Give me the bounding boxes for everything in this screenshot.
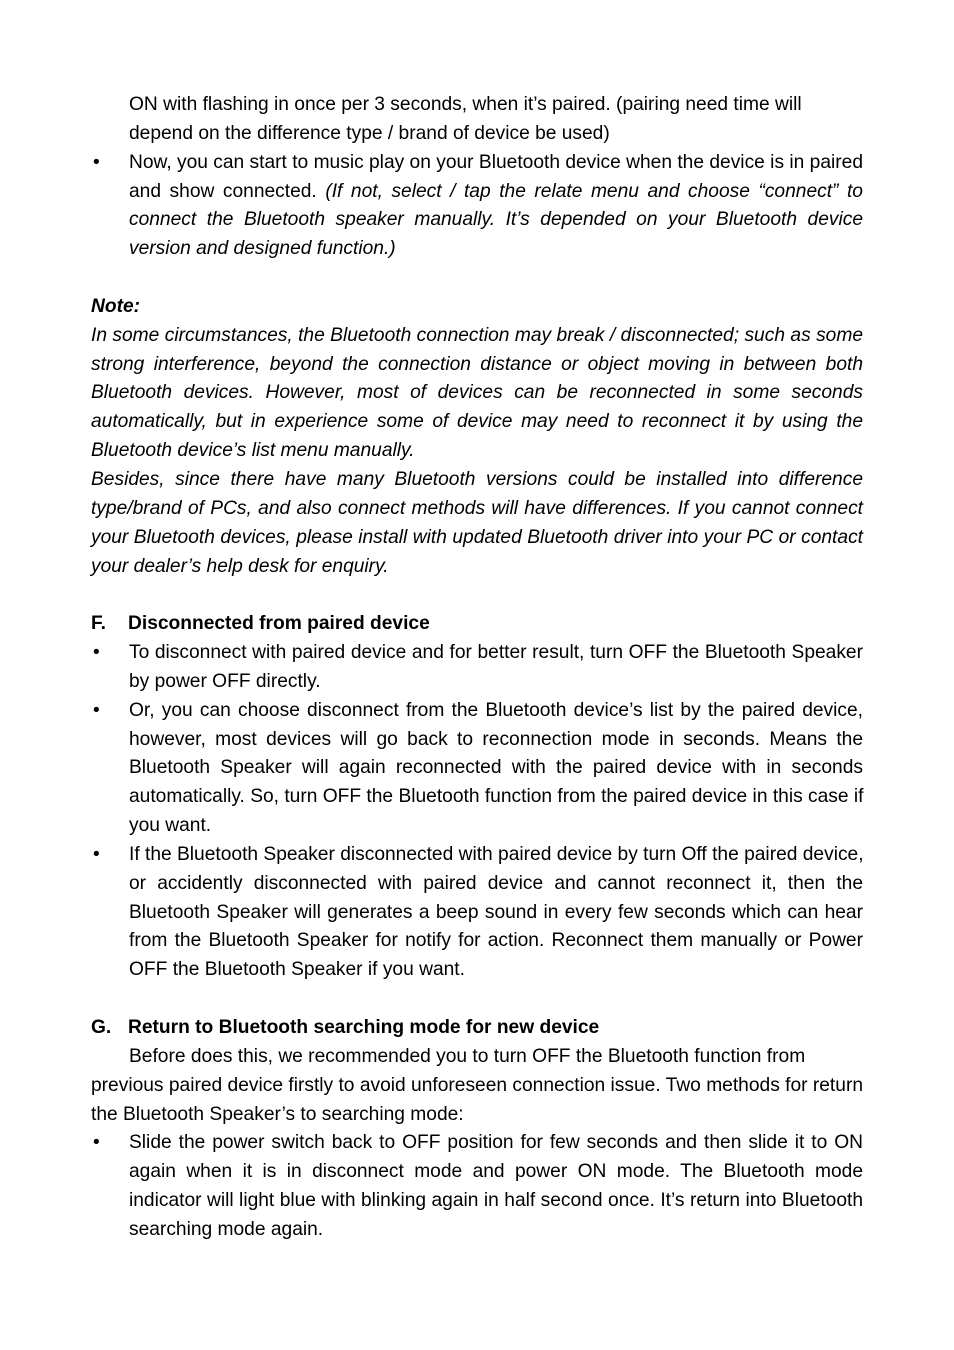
text-line: searching mode again. xyxy=(129,1218,324,1240)
text-line: or accidently disconnected with paired device and cannot reconnect it, then the xyxy=(129,872,863,894)
text-segment: and show connected. xyxy=(129,180,317,202)
text-line: Now, you can start to music play on your Bluetooth device when the device is in paired xyxy=(129,151,863,173)
note-heading: Note: xyxy=(91,295,141,317)
text-line: depend on the difference type / brand of device be used) xyxy=(129,122,610,144)
document-body xyxy=(91,91,863,1245)
text-line: Slide the power switch back to OFF position for few seconds and then slide it to ON xyxy=(129,1132,863,1154)
text-line: automatically. So, turn OFF the Bluetooth function from the paired device in this case if xyxy=(129,786,864,808)
text-line: by power OFF directly. xyxy=(129,670,321,692)
text-line: again when it is in disconnect mode and power ON mode. The Bluetooth mode xyxy=(129,1161,863,1183)
section-heading xyxy=(91,1014,863,1043)
section-heading xyxy=(91,610,863,639)
text-line: ON with flashing in once per 3 seconds, when it’s paired. (pairing need time will xyxy=(129,94,802,115)
text-line: Before does this, we recommended you to turn OFF the Bluetooth function from xyxy=(129,1045,806,1067)
text-line: strong interference, beyond the connection distance or object moving in between both xyxy=(91,353,863,375)
bullet-item xyxy=(91,841,863,985)
text-line: OFF the Bluetooth Speaker if you want. xyxy=(129,959,465,981)
text-line: Bluetooth Speaker will generates a beep sound in every few seconds which can hear xyxy=(129,901,863,923)
text-line: In some circumstances, the Bluetooth connection may break / disconnected; such as some xyxy=(91,324,863,346)
text-line: type/brand of PCs, and also connect methods will have differences. If you cannot connect xyxy=(91,497,863,519)
text-line: your Bluetooth devices, please install with updated Bluetooth driver into your PC or contact xyxy=(91,526,863,548)
text-line: If the Bluetooth Speaker disconnected with paired device by turn Off the paired device, xyxy=(129,843,864,865)
bullet-icon: • xyxy=(93,843,100,865)
section-intro xyxy=(91,1043,863,1130)
text-line: you want. xyxy=(129,815,212,837)
note-paragraph xyxy=(91,322,863,466)
section-label: G. xyxy=(91,1017,112,1038)
continuation-text xyxy=(91,91,863,149)
text-line: previous paired device firstly to avoid unforeseen connection issue. Two methods for return xyxy=(91,1074,863,1096)
section-title: Return to Bluetooth searching mode for new device xyxy=(128,1017,600,1038)
text-line: version and designed function.) xyxy=(129,238,396,260)
section-g xyxy=(91,1014,863,1245)
text-line: automatically, but in experience some of device may need to reconnect it by using the xyxy=(91,411,863,433)
section-f xyxy=(91,610,863,985)
bullet-icon: • xyxy=(93,699,100,721)
bullet-item xyxy=(91,1129,863,1244)
text-line: Besides, since there have many Bluetooth versions could be installed into difference xyxy=(91,468,863,490)
bullet-icon: • xyxy=(93,642,100,664)
text-line: Bluetooth devices. However, most of devices can be reconnected in some seconds xyxy=(91,382,863,404)
italic-text-segment: (If not, select / tap the relate menu and choose “connect” to xyxy=(325,180,863,202)
text-line: Or, you can choose disconnect from the Bluetooth device’s list by the paired device, xyxy=(129,699,863,721)
text-line: the Bluetooth Speaker’s to searching mode: xyxy=(91,1103,464,1125)
text-line: To disconnect with paired device and for better result, turn OFF the Bluetooth Speaker xyxy=(129,642,863,664)
bullet-item-music-play xyxy=(91,149,863,264)
section-title: Disconnected from paired device xyxy=(128,613,430,635)
note-paragraph xyxy=(91,466,863,581)
text-line: indicator will light blue with blinking again in half second once. It’s return into Bluetooth xyxy=(129,1190,863,1212)
note-section xyxy=(91,293,863,581)
text-line: your dealer’s help desk for enquiry. xyxy=(91,555,389,577)
text-line: from the Bluetooth Speaker for notify for action. Reconnect them manually or Power xyxy=(129,930,863,952)
bullet-icon: • xyxy=(93,1132,100,1154)
section-label: F. xyxy=(91,613,106,635)
text-line: Bluetooth Speaker will again reconnected with the paired device with in seconds xyxy=(129,757,863,779)
bullet-item xyxy=(91,697,863,841)
bullet-item xyxy=(91,639,863,697)
text-line: Bluetooth device’s list menu manually. xyxy=(91,440,415,462)
bullet-icon: • xyxy=(93,151,100,173)
text-line: connect the Bluetooth speaker manually. It’s depended on your Bluetooth device xyxy=(129,209,863,231)
text-line xyxy=(129,178,863,207)
text-line: however, most devices will go back to reconnection mode in seconds. Means the xyxy=(129,728,863,750)
